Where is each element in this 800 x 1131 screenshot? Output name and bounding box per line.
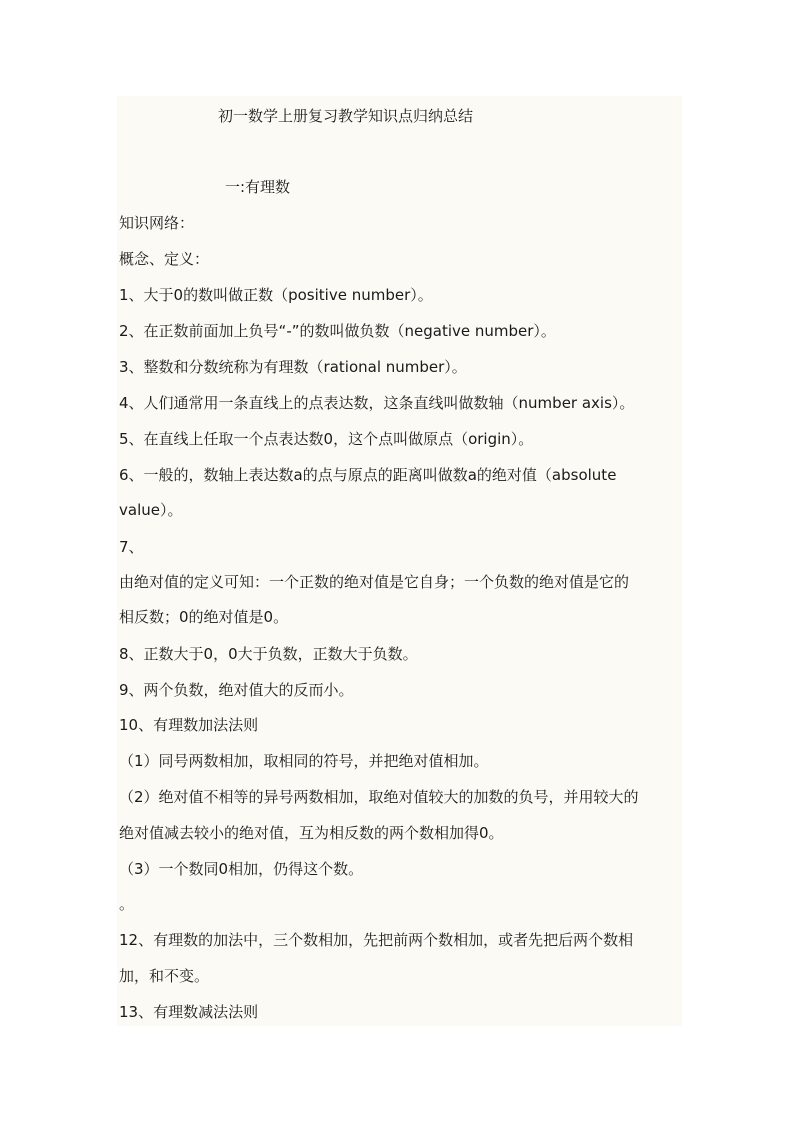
text-line-9: 9、两个负数，绝对值大的反而小。 [119, 681, 354, 699]
section-heading: 一:有理数 [225, 178, 291, 196]
text-line-6-cont: value）。 [119, 501, 183, 519]
text-line-4: 4、人们通常用一条直线上的点表达数，这条直线叫做数轴（number axis）。 [119, 394, 635, 412]
document-page [117, 96, 682, 1026]
text-line-10: 10、有理数加法法则 [119, 716, 259, 734]
concept-definition-label: 概念、定义： [119, 250, 210, 268]
rule-item-2: （2）绝对值不相等的异号两数相加，取绝对值较大的加数的负号，并用较大的 [119, 788, 639, 806]
knowledge-network-label: 知识网络： [119, 214, 195, 232]
text-line-12: 12、有理数的加法中，三个数相加，先把前两个数相加，或者先把后两个数相 [119, 931, 634, 949]
text-line-7: 7、 [119, 538, 144, 556]
text-line-8: 8、正数大于0，0大于负数，正数大于负数。 [119, 645, 418, 663]
text-line-7-body: 由绝对值的定义可知：一个正数的绝对值是它自身；一个负数的绝对值是它的 [119, 573, 630, 591]
text-line-7-cont: 相反数；0的绝对值是0。 [119, 608, 289, 626]
text-line-1: 1、大于0的数叫做正数（positive number）。 [119, 286, 433, 304]
text-line-6: 6、一般的，数轴上表达数a的点与原点的距离叫做数a的绝对值（absolute [119, 466, 617, 484]
rule-item-3: （3）一个数同0相加，仍得这个数。 [119, 860, 364, 878]
text-line-12-cont: 加，和不变。 [119, 967, 210, 985]
document-title: 初一数学上册复习教学知识点归纳总结 [218, 107, 474, 125]
text-line-5: 5、在直线上任取一个点表达数0，这个点叫做原点（origin）。 [119, 430, 534, 448]
text-line-2: 2、在正数前面加上负号“-”的数叫做负数（negative number）。 [119, 322, 556, 340]
rule-item-2-cont: 绝对值减去较小的绝对值，互为相反数的两个数相加得0。 [119, 824, 504, 842]
text-line-13: 13、有理数减法法则 [119, 1003, 259, 1021]
rule-item-1: （1）同号两数相加，取相同的符号，并把绝对值相加。 [119, 752, 489, 770]
stray-period: 。 [119, 895, 135, 913]
text-line-3: 3、整数和分数统称为有理数（rational number）。 [119, 358, 467, 376]
